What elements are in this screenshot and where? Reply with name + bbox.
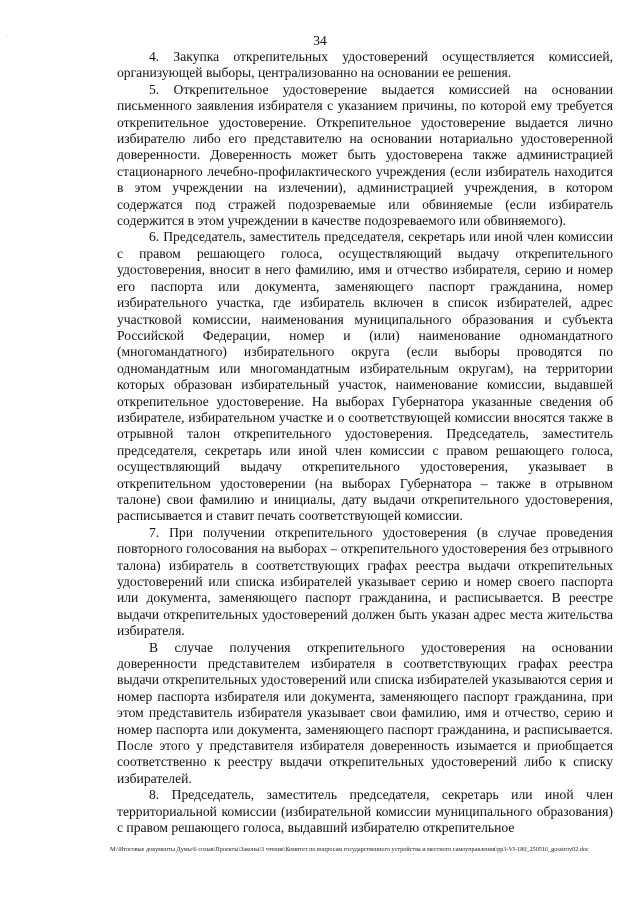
page-number: 34 [313,33,327,48]
paragraph-item-6: 6. Председатель, заместитель председателя, секретарь или иной член комиссии с правом решающего голоса, осуществляющий выдачу открепительного удостоверения, вносит в него фамилию, имя и отчество избирателя, серию и номер его паспорта или документа, заменяющего паспорт гражданина, номер избирательного участка, где избиратель включен в список избирателей, адрес участковой комиссии, наименования муниципального образования и субъекта Российской Федерации, номер и (или) наименование одномандатного (многомандатного) избирательного округа (если выборы проводятся по одномандатным или многомандатным избирательным округам), на территории которых образован избирательный участок, наименование комиссии, выдавшей открепительное удостоверение. На выборах Губернатора указанные сведения об избирателе, избирательном участке и о соответствующей комиссии вносятся также в отрывной талон открепительного удостоверения. Председатель, заместитель председателя, секретарь или иной член комиссии с правом решающего голоса, осуществляющий выдачу открепительного удостоверения, указывает в открепительном удостоверении (на выборах Губернатора – также в отрывном талоне) свои фамилию и инициалы, дату выдачи открепительного удостоверения, расписывается и ставит печать соответствующей комиссии. [117,229,613,524]
scan-margin-mark: . [6,32,8,38]
paragraph-item-8: 8. Председатель, заместитель председателя, секретарь или иной член территориальной комиссии (избирательной комиссии муниципального образования) с правом решающего голоса, выдавший избирателю открепительное [117,787,613,836]
document-body [117,49,613,837]
paragraph-item-7: 7. При получении открепительного удостоверения (в случае проведения повторного голосования на выборах – открепительного удостоверения без отрывного талона) избиратель в соответствующих графах реестра выдачи открепительных удостоверений или списка избирателей указывает серию и номер своего паспорта или документа, заменяющего паспорт гражданина, и расписывается. В реестре выдачи открепительных удостоверений должен быть указан адрес места жительства избирателя. [117,524,613,639]
paragraph-item-7-continued: В случае получения открепительного удостоверения на основании доверенности представителем избирателя в соответствующих графах реестра выдачи открепительных удостоверений или списка избирателей указываются серия и номер паспорта избирателя или документа, заменяющего паспорт гражданина, при этом представитель избирателя указывает свои фамилию, имя и отчество, серию и номер паспорта или документа, заменяющего паспорт гражданина, и расписывается. После этого у представителя избирателя доверенность изымается и приобщается соответственно к реестру выдачи открепительных удостоверений либо к списку избирателей. [117,639,613,786]
paragraph-item-4: 4. Закупка открепительных удостоверений осуществляется комиссией, организующей выборы, централизованно на основании ее решения. [117,49,613,81]
file-path-footer: M:\Итоговые документы Думы\6 созыв\Проекты\Законы\3 чтение\Комитет по вопросам государственного устройства и местного самоуправления\рр3-VI-180_250516_gosstroy02.doc [110,846,589,853]
paragraph-item-5: 5. Открепительное удостоверение выдается комиссией на основании письменного заявления избирателя с указанием причины, по которой ему требуется открепительное удостоверение. Открепительное удостоверение выдается лично избирателю либо его представителю на основании нотариально удостоверенной доверенности. Доверенность может быть удостоверена также администрацией стационарного лечебно-профилактического учреждения (если избиратель находится в этом учреждении на излечении), администрацией учреждения, в котором содержатся под стражей подозреваемые или обвиняемые (если избиратель содержится в этом учреждении в качестве подозреваемого или обвиняемого). [117,81,613,229]
